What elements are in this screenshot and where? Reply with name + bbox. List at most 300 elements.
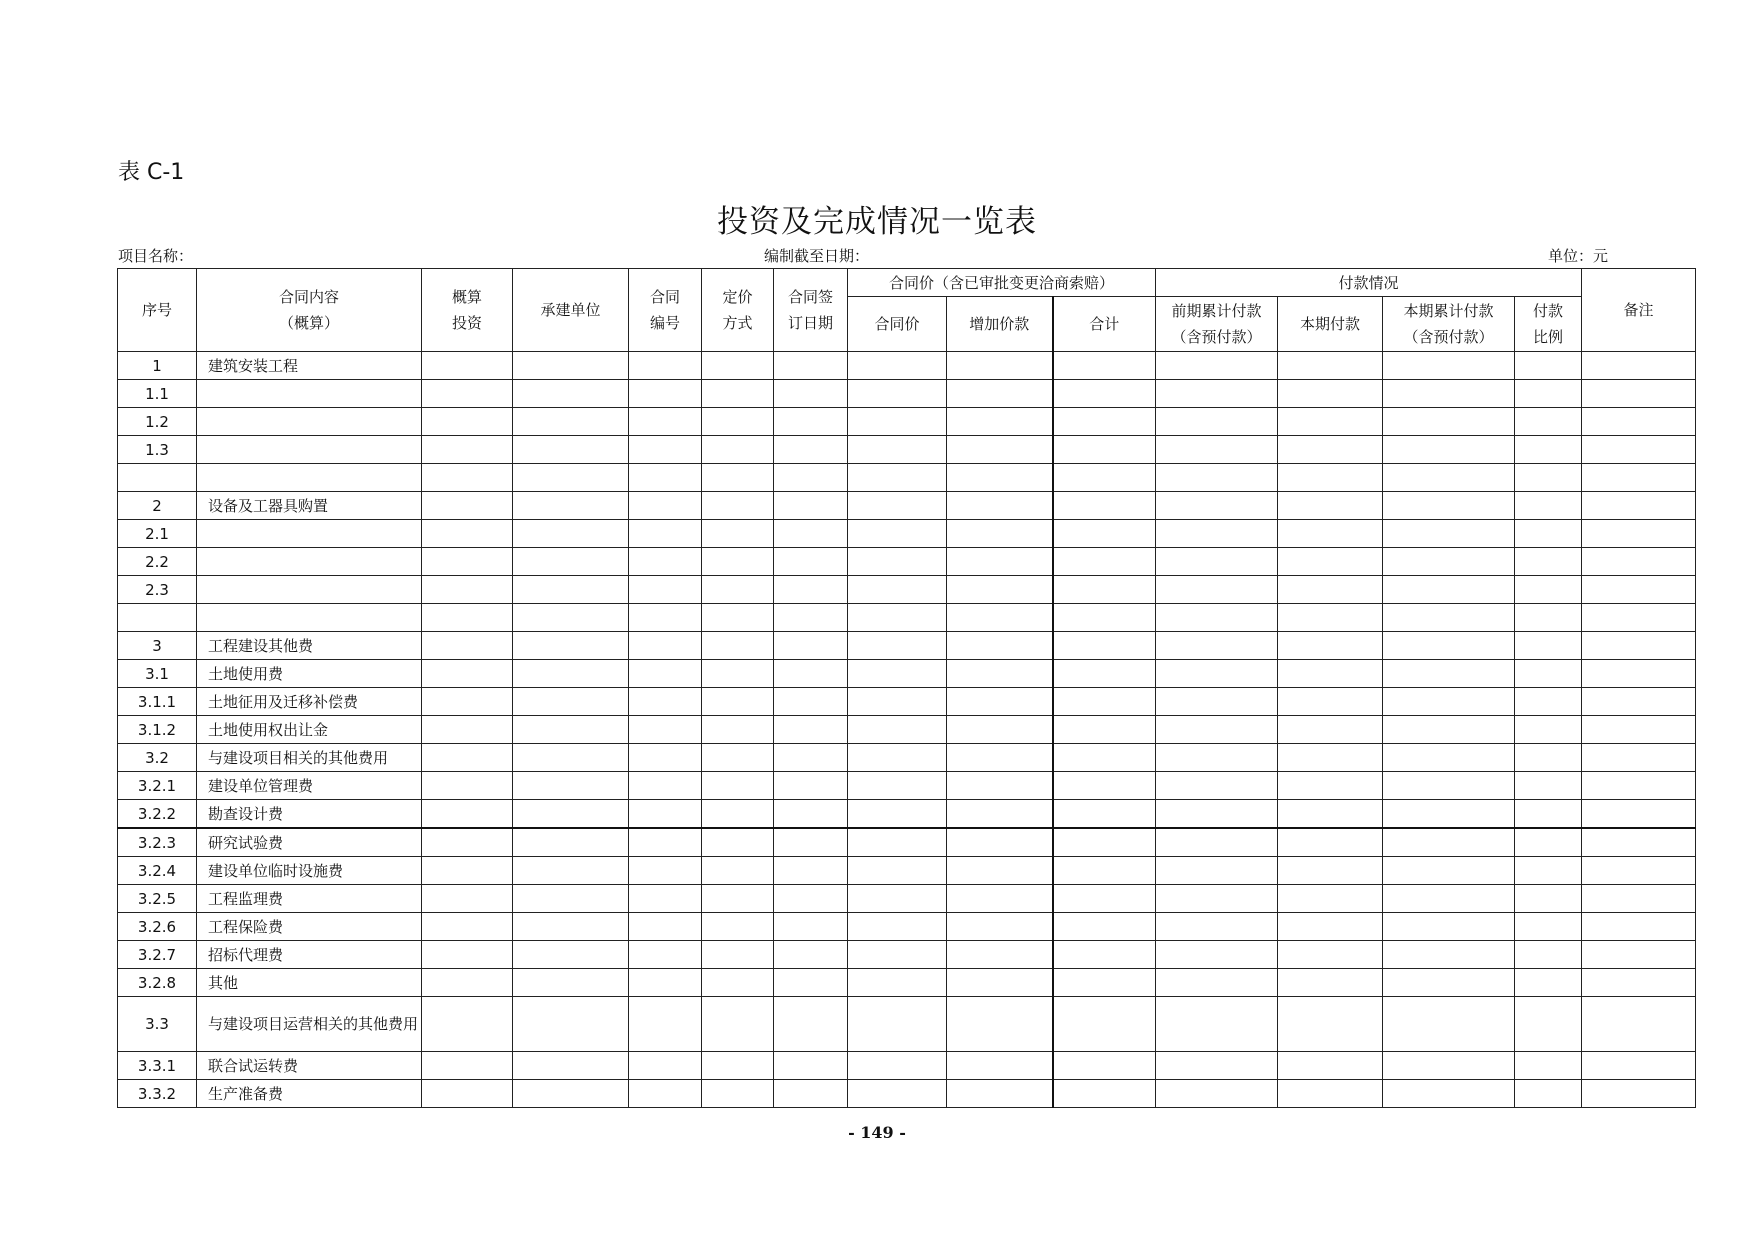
cell-empty: [1515, 857, 1582, 885]
cell-empty: [848, 716, 947, 744]
header-seq: 序号: [118, 269, 197, 352]
cell-empty: [629, 520, 702, 548]
cell-empty: [422, 1080, 513, 1108]
cell-empty: [1515, 492, 1582, 520]
cell-empty: [1053, 492, 1156, 520]
cell-content: [197, 520, 422, 548]
cell-content: 土地使用权出让金: [197, 716, 422, 744]
cell-empty: [513, 492, 629, 520]
header-contractor: 承建单位: [513, 269, 629, 352]
header-sign-date-line1: 合同签: [787, 288, 833, 306]
table-row: [118, 520, 1696, 548]
cell-empty: [422, 716, 513, 744]
cell-empty: [702, 520, 774, 548]
cell-empty: [1515, 436, 1582, 464]
cell-empty: [629, 828, 702, 857]
table-row: [118, 660, 1696, 688]
cell-empty: [1278, 1052, 1383, 1080]
cell-empty: [629, 604, 702, 632]
cell-empty: [702, 857, 774, 885]
cell-empty: [1156, 800, 1278, 829]
cell-empty: [1582, 352, 1696, 380]
cell-seq: 2.3: [118, 576, 197, 604]
cell-empty: [1515, 800, 1582, 829]
header-prev-cum: [1156, 297, 1278, 352]
cell-content: 研究试验费: [197, 828, 422, 857]
table-row: [118, 492, 1696, 520]
cell-empty: [1582, 997, 1696, 1052]
cell-empty: [774, 744, 848, 772]
cell-empty: [422, 352, 513, 380]
cell-empty: [1053, 913, 1156, 941]
cell-empty: [1383, 857, 1515, 885]
cell-empty: [629, 744, 702, 772]
investment-table: [117, 268, 1696, 1108]
cell-empty: [947, 380, 1053, 408]
cell-empty: [947, 969, 1053, 997]
cell-empty: [1156, 492, 1278, 520]
cell-empty: [848, 1080, 947, 1108]
cell-empty: [1515, 828, 1582, 857]
cell-empty: [1278, 913, 1383, 941]
cell-empty: [774, 604, 848, 632]
cell-empty: [947, 660, 1053, 688]
cell-empty: [1582, 464, 1696, 492]
header-content: [197, 269, 422, 352]
cell-empty: [1053, 1080, 1156, 1108]
cell-empty: [848, 380, 947, 408]
cell-empty: [1515, 576, 1582, 604]
table-row: [118, 436, 1696, 464]
cell-empty: [629, 772, 702, 800]
header-row-1: [118, 269, 1696, 297]
cell-content: [197, 464, 422, 492]
cell-empty: [1278, 688, 1383, 716]
header-budget: [422, 269, 513, 352]
cell-empty: [1156, 716, 1278, 744]
cell-empty: [848, 604, 947, 632]
cell-empty: [1383, 744, 1515, 772]
header-curr-cum-line2: （含预付款）: [1403, 328, 1494, 346]
cell-empty: [1582, 857, 1696, 885]
cell-empty: [422, 660, 513, 688]
cell-empty: [422, 576, 513, 604]
cell-content: 勘查设计费: [197, 800, 422, 829]
cell-empty: [774, 520, 848, 548]
header-increase: 增加价款: [947, 297, 1053, 352]
cell-seq: [118, 604, 197, 632]
cell-empty: [1383, 660, 1515, 688]
header-contract-price-group: 合同价（含已审批变更洽商索赔）: [848, 269, 1156, 297]
cell-empty: [774, 969, 848, 997]
cell-empty: [513, 800, 629, 829]
table-row: [118, 1052, 1696, 1080]
cell-seq: 3.2.6: [118, 913, 197, 941]
cell-empty: [1582, 828, 1696, 857]
cell-content: 与建设项目运营相关的其他费用: [197, 997, 422, 1052]
cell-empty: [702, 997, 774, 1052]
cell-empty: [702, 352, 774, 380]
cell-empty: [422, 380, 513, 408]
cell-empty: [1053, 828, 1156, 857]
cell-empty: [513, 604, 629, 632]
cell-empty: [1582, 576, 1696, 604]
cell-empty: [1156, 997, 1278, 1052]
table-row: [118, 716, 1696, 744]
cell-seq: 1.3: [118, 436, 197, 464]
table-row: [118, 604, 1696, 632]
cell-empty: [1278, 604, 1383, 632]
cell-empty: [1053, 660, 1156, 688]
cell-empty: [513, 828, 629, 857]
cell-empty: [1515, 1052, 1582, 1080]
header-ratio-line1: 付款: [1533, 302, 1564, 320]
cell-empty: [1278, 857, 1383, 885]
cell-empty: [702, 436, 774, 464]
cell-empty: [629, 492, 702, 520]
cell-seq: 3.1.2: [118, 716, 197, 744]
cell-content: 工程监理费: [197, 885, 422, 913]
table-row: [118, 997, 1696, 1052]
cell-empty: [947, 1052, 1053, 1080]
cell-empty: [947, 857, 1053, 885]
cell-empty: [1582, 380, 1696, 408]
cell-empty: [422, 632, 513, 660]
cell-empty: [1156, 857, 1278, 885]
cell-empty: [702, 913, 774, 941]
cell-content: [197, 604, 422, 632]
table-row: [118, 380, 1696, 408]
cell-empty: [702, 660, 774, 688]
header-contract-no: [629, 269, 702, 352]
table-row: [118, 913, 1696, 941]
cell-empty: [1278, 408, 1383, 436]
cell-empty: [848, 800, 947, 829]
cell-empty: [513, 744, 629, 772]
cell-content: 工程建设其他费: [197, 632, 422, 660]
cell-empty: [1156, 380, 1278, 408]
cell-empty: [1582, 604, 1696, 632]
table-row: [118, 576, 1696, 604]
cell-empty: [1156, 520, 1278, 548]
cell-empty: [702, 688, 774, 716]
cell-empty: [1278, 660, 1383, 688]
cell-content: 土地征用及迁移补偿费: [197, 688, 422, 716]
cell-content: 建筑安装工程: [197, 352, 422, 380]
cell-empty: [629, 408, 702, 436]
cell-empty: [422, 408, 513, 436]
cell-empty: [513, 1052, 629, 1080]
header-budget-line1: 概算: [451, 288, 482, 306]
cell-empty: [422, 941, 513, 969]
cell-empty: [629, 660, 702, 688]
cell-content: 生产准备费: [197, 1080, 422, 1108]
cell-empty: [702, 772, 774, 800]
cell-empty: [1278, 828, 1383, 857]
cell-empty: [1383, 408, 1515, 436]
cell-empty: [1278, 632, 1383, 660]
cell-empty: [1278, 997, 1383, 1052]
cell-empty: [629, 548, 702, 576]
cell-empty: [702, 632, 774, 660]
cell-empty: [1515, 913, 1582, 941]
cell-content: [197, 380, 422, 408]
cell-empty: [848, 576, 947, 604]
cell-empty: [774, 660, 848, 688]
cell-empty: [1582, 744, 1696, 772]
cell-empty: [774, 1080, 848, 1108]
cell-empty: [513, 885, 629, 913]
cell-empty: [1156, 744, 1278, 772]
cell-empty: [848, 464, 947, 492]
cell-empty: [422, 772, 513, 800]
header-prev-cum-line2: （含预付款）: [1171, 328, 1262, 346]
cell-empty: [848, 632, 947, 660]
cell-empty: [513, 913, 629, 941]
cell-empty: [1156, 941, 1278, 969]
cell-empty: [1383, 688, 1515, 716]
cell-seq: 3.2.4: [118, 857, 197, 885]
cell-content: 招标代理费: [197, 941, 422, 969]
cell-empty: [1278, 969, 1383, 997]
header-pricing-line2: 方式: [722, 314, 753, 332]
cell-empty: [848, 408, 947, 436]
cell-empty: [1582, 913, 1696, 941]
cell-empty: [1278, 800, 1383, 829]
cell-content: 建设单位管理费: [197, 772, 422, 800]
cell-empty: [1156, 436, 1278, 464]
cell-empty: [702, 885, 774, 913]
cell-empty: [1582, 632, 1696, 660]
cell-empty: [1582, 885, 1696, 913]
cell-empty: [1383, 913, 1515, 941]
cell-content: [197, 548, 422, 576]
cell-empty: [774, 352, 848, 380]
cell-empty: [702, 800, 774, 829]
cell-empty: [947, 408, 1053, 436]
cell-empty: [848, 744, 947, 772]
cell-seq: 3.3.1: [118, 1052, 197, 1080]
cell-empty: [1515, 688, 1582, 716]
table-row: [118, 744, 1696, 772]
cell-empty: [513, 380, 629, 408]
cell-empty: [1053, 1052, 1156, 1080]
cell-seq: 1.2: [118, 408, 197, 436]
cell-empty: [848, 1052, 947, 1080]
cell-content: [197, 408, 422, 436]
cell-empty: [1156, 1052, 1278, 1080]
cell-empty: [1156, 885, 1278, 913]
header-pricing-line1: 定价: [722, 288, 753, 306]
cell-empty: [422, 969, 513, 997]
cell-empty: [774, 800, 848, 829]
cell-empty: [1582, 969, 1696, 997]
header-contract-no-line1: 合同: [649, 288, 680, 306]
cell-empty: [1156, 548, 1278, 576]
table-row: [118, 969, 1696, 997]
cell-empty: [1582, 772, 1696, 800]
cell-empty: [1156, 632, 1278, 660]
cell-empty: [1582, 436, 1696, 464]
cell-seq: 2.2: [118, 548, 197, 576]
cell-empty: [1515, 408, 1582, 436]
cell-empty: [1383, 380, 1515, 408]
cell-seq: 3.2.7: [118, 941, 197, 969]
table-row: [118, 800, 1696, 829]
table-row: [118, 885, 1696, 913]
cell-empty: [774, 857, 848, 885]
cell-empty: [1383, 576, 1515, 604]
cell-empty: [422, 744, 513, 772]
cell-empty: [1515, 885, 1582, 913]
cell-empty: [702, 716, 774, 744]
cell-empty: [947, 913, 1053, 941]
cell-empty: [1278, 885, 1383, 913]
cell-empty: [1582, 548, 1696, 576]
cell-empty: [1278, 548, 1383, 576]
cell-empty: [848, 997, 947, 1052]
cell-empty: [513, 772, 629, 800]
cell-empty: [422, 548, 513, 576]
cell-empty: [1053, 576, 1156, 604]
cell-empty: [629, 1080, 702, 1108]
cell-empty: [702, 548, 774, 576]
cell-empty: [947, 352, 1053, 380]
cell-empty: [1053, 408, 1156, 436]
cell-empty: [629, 716, 702, 744]
cell-seq: 3.2: [118, 744, 197, 772]
cell-empty: [422, 800, 513, 829]
cell-empty: [774, 885, 848, 913]
cell-empty: [629, 969, 702, 997]
cell-empty: [513, 352, 629, 380]
cell-empty: [513, 576, 629, 604]
cell-empty: [1053, 436, 1156, 464]
table-row: [118, 857, 1696, 885]
cell-empty: [947, 716, 1053, 744]
cell-empty: [629, 997, 702, 1052]
cell-empty: [1053, 941, 1156, 969]
cell-empty: [1383, 772, 1515, 800]
cell-content: 设备及工器具购置: [197, 492, 422, 520]
date-label: 编制截至日期：: [764, 247, 870, 265]
cell-empty: [422, 997, 513, 1052]
cell-empty: [1053, 632, 1156, 660]
cell-empty: [422, 520, 513, 548]
cell-empty: [1278, 520, 1383, 548]
cell-empty: [1053, 885, 1156, 913]
page-number: - 149 -: [848, 1123, 906, 1142]
cell-empty: [1383, 604, 1515, 632]
cell-empty: [848, 660, 947, 688]
header-ratio-line2: 比例: [1533, 328, 1564, 346]
cell-empty: [947, 828, 1053, 857]
cell-empty: [848, 492, 947, 520]
cell-empty: [1383, 885, 1515, 913]
cell-empty: [629, 800, 702, 829]
cell-empty: [774, 716, 848, 744]
cell-seq: 3: [118, 632, 197, 660]
cell-empty: [629, 857, 702, 885]
cell-empty: [1156, 828, 1278, 857]
cell-empty: [1582, 716, 1696, 744]
cell-empty: [513, 857, 629, 885]
cell-seq: 3.3.2: [118, 1080, 197, 1108]
cell-empty: [848, 857, 947, 885]
cell-empty: [1383, 997, 1515, 1052]
cell-empty: [1582, 520, 1696, 548]
cell-empty: [513, 464, 629, 492]
cell-empty: [1515, 660, 1582, 688]
cell-content: [197, 576, 422, 604]
cell-empty: [947, 576, 1053, 604]
table-row: [118, 464, 1696, 492]
cell-empty: [1582, 1052, 1696, 1080]
cell-content: 与建设项目相关的其他费用: [197, 744, 422, 772]
cell-empty: [947, 688, 1053, 716]
cell-empty: [774, 688, 848, 716]
cell-empty: [1383, 941, 1515, 969]
cell-empty: [774, 576, 848, 604]
cell-empty: [422, 885, 513, 913]
table-row: [118, 941, 1696, 969]
table-row: [118, 408, 1696, 436]
header-price: 合同价: [848, 297, 947, 352]
cell-empty: [1582, 408, 1696, 436]
cell-seq: 3.2.5: [118, 885, 197, 913]
cell-empty: [702, 380, 774, 408]
cell-empty: [1156, 772, 1278, 800]
cell-content: 工程保险费: [197, 913, 422, 941]
header-current: 本期付款: [1278, 297, 1383, 352]
header-contract-no-line2: 编号: [649, 314, 680, 332]
header-sign-date-line2: 订日期: [787, 314, 833, 332]
cell-empty: [848, 688, 947, 716]
cell-empty: [848, 772, 947, 800]
cell-seq: 1.1: [118, 380, 197, 408]
cell-empty: [1383, 436, 1515, 464]
cell-empty: [947, 604, 1053, 632]
cell-empty: [1156, 576, 1278, 604]
cell-empty: [1582, 492, 1696, 520]
cell-empty: [947, 632, 1053, 660]
cell-empty: [947, 997, 1053, 1052]
cell-empty: [702, 941, 774, 969]
project-name-label: 项目名称：: [118, 247, 194, 265]
header-sign-date: [774, 269, 848, 352]
cell-seq: 1: [118, 352, 197, 380]
cell-empty: [1053, 997, 1156, 1052]
cell-empty: [1383, 520, 1515, 548]
cell-empty: [1515, 772, 1582, 800]
cell-empty: [1053, 604, 1156, 632]
cell-empty: [422, 436, 513, 464]
cell-empty: [1515, 969, 1582, 997]
cell-empty: [702, 492, 774, 520]
header-notes: 备注: [1582, 269, 1696, 352]
cell-empty: [947, 885, 1053, 913]
cell-empty: [1156, 660, 1278, 688]
cell-empty: [513, 997, 629, 1052]
cell-empty: [629, 576, 702, 604]
cell-empty: [848, 913, 947, 941]
cell-empty: [774, 1052, 848, 1080]
cell-seq: 3.2.3: [118, 828, 197, 857]
header-curr-cum: [1383, 297, 1515, 352]
table-row: [118, 632, 1696, 660]
cell-empty: [774, 548, 848, 576]
cell-empty: [1053, 352, 1156, 380]
